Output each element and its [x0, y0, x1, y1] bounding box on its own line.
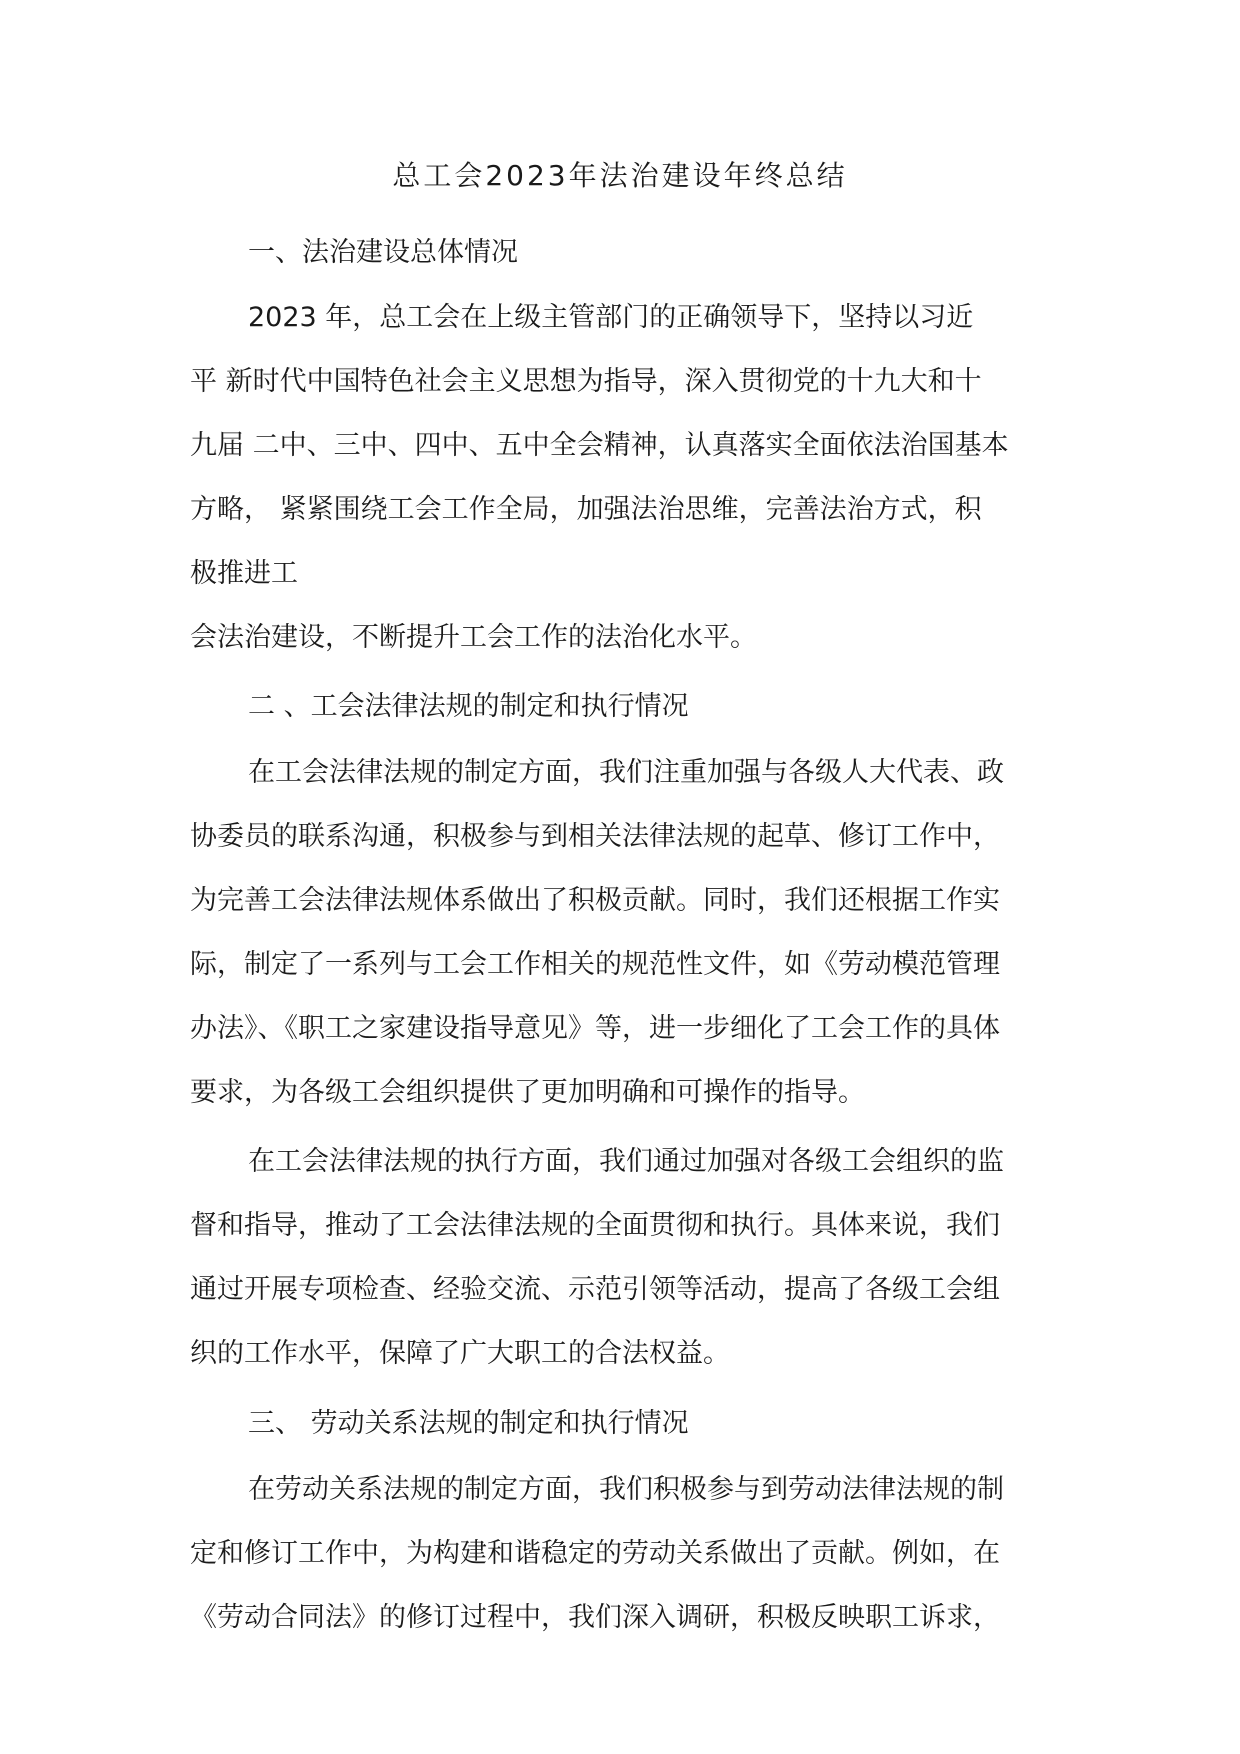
paragraph-line: 九届 二中、三中、四中、五中全会精神，认真落实全面依法治国基本 [190, 430, 1009, 461]
paragraph-line: 方略， 紧紧围绕工会工作全局，加强法治思维，完善法治方式，积 [190, 494, 982, 525]
paragraph-line: 平 新时代中国特色社会主义思想为指导，深入贯彻党的十九大和十 [190, 366, 982, 397]
paragraph-line: 督和指导，推动了工会法律法规的全面贯彻和执行。具体来说，我们 [190, 1210, 1000, 1241]
paragraph-line: 在工会法律法规的制定方面，我们注重加强与各级人大代表、政 [248, 757, 1004, 788]
paragraph-line: 办法》、《职工之家建设指导意见》等，进一步细化了工会工作的具体 [190, 1013, 1000, 1044]
paragraph-line: 会法治建设，不断提升工会工作的法治化水平。 [190, 622, 757, 653]
document-title: 总工会2023年法治建设年终总结 [392, 159, 848, 192]
paragraph-line: 在工会法律法规的执行方面，我们通过加强对各级工会组织的监 [248, 1146, 1004, 1177]
paragraph-line: 在劳动关系法规的制定方面，我们积极参与到劳动法律法规的制 [248, 1474, 1004, 1505]
paragraph-line: 要求，为各级工会组织提供了更加明确和可操作的指导。 [190, 1077, 865, 1108]
section-heading-1: 一、法治建设总体情况 [248, 237, 518, 268]
paragraph-line: 《劳动合同法》的修订过程中，我们深入调研，积极反映职工诉求， [190, 1602, 1000, 1633]
section-heading-3: 三、 劳动关系法规的制定和执行情况 [248, 1408, 689, 1439]
paragraph-line: 织的工作水平，保障了广大职工的合法权益。 [190, 1338, 730, 1369]
paragraph-line: 定和修订工作中，为构建和谐稳定的劳动关系做出了贡献。例如，在 [190, 1538, 1000, 1569]
paragraph-line: 2023 年，总工会在上级主管部门的正确领导下，坚持以习近 [248, 302, 974, 333]
paragraph-line: 通过开展专项检查、经验交流、示范引领等活动，提高了各级工会组 [190, 1274, 1000, 1305]
paragraph-line: 极推进工 [190, 558, 298, 589]
paragraph-line: 为完善工会法律法规体系做出了积极贡献。同时，我们还根据工作实 [190, 885, 1000, 916]
paragraph-line: 协委员的联系沟通，积极参与到相关法律法规的起草、修订工作中， [190, 821, 1000, 852]
paragraph-line: 际，制定了一系列与工会工作相关的规范性文件，如《劳动模范管理 [190, 949, 1000, 980]
section-heading-2: 二 、工会法律法规的制定和执行情况 [248, 691, 689, 722]
